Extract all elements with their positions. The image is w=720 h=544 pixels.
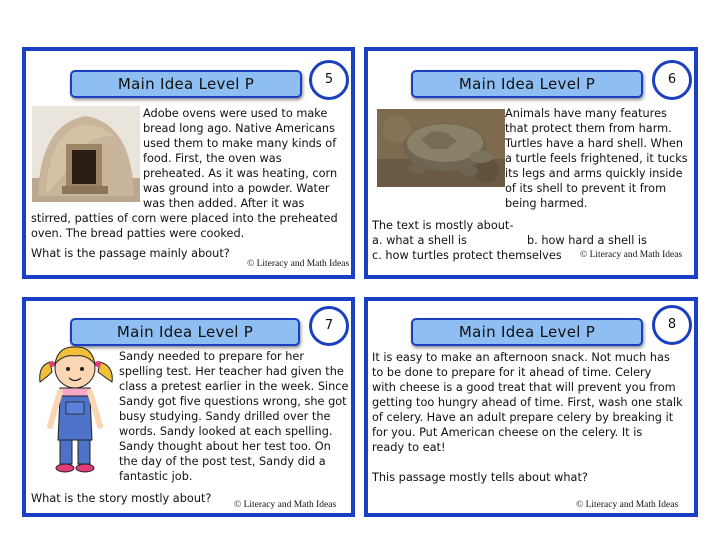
passage-line: was ground into a powder. Water	[143, 182, 330, 195]
passage-line: It is easy to make an afternoon snack. Not much has	[372, 351, 670, 364]
passage-line: used them to make many kinds of	[143, 137, 337, 150]
card-5-title: Main Idea Level P	[70, 70, 302, 98]
passage-line: class a pretest earlier in the week. Since	[119, 380, 349, 393]
passage-line: of celery. Have an adult prepare celery by breaking it	[372, 411, 674, 424]
card-6-copyright: © Literacy and Math Ideas	[580, 250, 683, 260]
card-5-copyright: © Literacy and Math Ideas	[247, 259, 350, 269]
card-7-number: 7	[309, 306, 349, 346]
card-6-title: Main Idea Level P	[411, 70, 643, 98]
passage-line: food. First, the oven was	[143, 152, 282, 165]
passage-line: Animals have many features	[505, 107, 667, 120]
card-7-copyright: © Literacy and Math Ideas	[234, 500, 337, 510]
card-5-number: 5	[309, 60, 349, 100]
passage-line: busy studying. Sandy drilled over the	[119, 410, 331, 423]
card-6-option-b: b. how hard a shell is	[527, 234, 647, 247]
card-6-number: 6	[652, 60, 692, 100]
card-7-title: Main Idea Level P	[70, 318, 300, 346]
passage-line: the day of the post test, Sandy did a	[119, 455, 326, 468]
passage-line: fantastic job.	[119, 470, 193, 483]
passage-line: that protect them from harm.	[505, 122, 672, 135]
adobe-oven-photo	[32, 106, 140, 202]
passage-line: to be done to prepare for it ahead of time. Celery	[372, 366, 652, 379]
passage-line: its legs and arms quickly inside	[505, 167, 683, 180]
passage-line: for you. Put American cheese on the celery. It is	[372, 426, 643, 439]
passage-line: Sandy needed to prepare for her	[119, 350, 305, 363]
passage-line: Adobe ovens were used to make	[143, 107, 328, 120]
card-8-passage	[372, 350, 694, 455]
passage-line: was then added. After it was	[143, 197, 305, 210]
passage-line: a turtle feels frightened, it tucks	[505, 152, 688, 165]
passage-line: bread long ago. Native Americans	[143, 122, 335, 135]
card-7-question: What is the story mostly about?	[31, 492, 212, 505]
card-6-question: The text is mostly about-	[372, 219, 514, 232]
passage-line: ready to eat!	[372, 441, 446, 454]
tortoise-photo	[377, 109, 505, 187]
passage-line: spelling test. Her teacher had given the	[119, 365, 344, 378]
card-8-number: 8	[652, 305, 692, 345]
passage-line: getting too hungry ahead of time. First, wash one stalk	[372, 396, 683, 409]
passage-line: being harmed.	[505, 197, 588, 210]
card-6-option-a: a. what a shell is	[372, 234, 467, 247]
passage-line: stirred, patties of corn were placed into the preheated	[31, 212, 338, 225]
passage-line: words. Sandy looked at each spelling.	[119, 425, 333, 438]
card-6-option-c: c. how turtles protect themselves	[372, 249, 562, 262]
passage-line: of its shell to prevent it from	[505, 182, 667, 195]
card-8-title: Main Idea Level P	[411, 318, 643, 346]
card-8-question: This passage mostly tells about what?	[372, 471, 588, 484]
passage-line: Sandy got five questions wrong, she got	[119, 395, 347, 408]
passage-line: Sandy thought about her test too. On	[119, 440, 331, 453]
card-5-passage-wide	[31, 211, 351, 241]
card-8-copyright: © Literacy and Math Ideas	[576, 500, 679, 510]
girl-illustration	[36, 342, 116, 474]
card-7-passage	[119, 349, 351, 484]
passage-line: with cheese is a good treat that will prevent you from	[372, 381, 676, 394]
passage-line: preheated. As it was heating, corn	[143, 167, 338, 180]
passage-line: oven. The bread patties were cooked.	[31, 227, 245, 240]
card-5-question: What is the passage mainly about?	[31, 247, 230, 260]
card-6-passage	[505, 106, 695, 211]
card-5-passage	[143, 106, 353, 211]
passage-line: Turtles have a hard shell. When	[505, 137, 683, 150]
